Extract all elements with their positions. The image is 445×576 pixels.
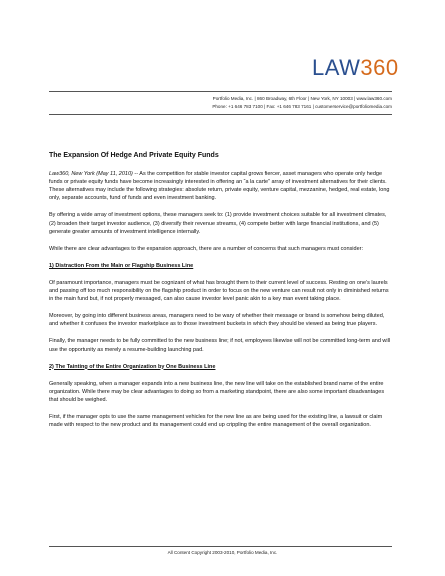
header-rule-bottom (49, 114, 392, 115)
article-title: The Expansion Of Hedge And Private Equity Funds (49, 152, 219, 159)
logo-prefix: LAW (312, 55, 361, 80)
footer-rule (49, 546, 392, 547)
section-heading-2: 2) The Tainting of the Entire Organization by One Business Line (49, 363, 216, 370)
publisher-address: Portfolio Media, Inc. | 860 Broadway, 6th Floor | New York, NY 10003 | www.law360.com (212, 96, 392, 101)
paragraph-6: Finally, the manager needs to be fully committed to the new business line; if not, employees likewise will not be committed long-term and will use the opportunity as merely a resume-building launching pad. (49, 338, 391, 353)
publisher-phone: Phone: +1 646 783 7100 | Fax: +1 646 783 7161 | customerservice@portfoliomedia.com (212, 104, 392, 109)
section-heading-1: 1) Distraction From the Main or Flagship Business Line (49, 262, 194, 269)
logo-suffix: 360 (360, 55, 399, 80)
law360-logo (312, 55, 399, 81)
paragraph-2: By offering a wide array of investment options, these managers seek to: (1) provide investment choices suitable for all investment climates, (2) broaden their target investor audience, (3) diversify their revenue streams, (4) compete better with large financial institutions, and (5) generate greater amounts of investment intelligence internally. (49, 212, 387, 235)
article-body (49, 152, 392, 438)
header-rule-top (49, 91, 392, 92)
dateline: Law360, New York (May 11, 2010) (49, 171, 133, 178)
paragraph-7: Generally speaking, when a manager expands into a new business line, the new line will take on the established brand name of the entire organization. While there may be clear advantages to doing so from a marketing standpoint, there are also some important disadvantages that should be weighed. (49, 380, 385, 403)
paragraph-4: Of paramount importance, managers must be cognizant of what has brought them to their current level of success. Resting on one’s laurels and passing off too much responsibility on the flagship product in order to focus on the new venture can result not only in diminished returns in the main fund but, if not properly messaged, can also cause investor level panic akin to a key man event taking place. (49, 279, 389, 303)
paragraph-5: Moreover, by going into different business areas, managers need to be wary of whether their message or brand is somehow being diluted, and whether it confuses the investor marketplace as to those investment buckets in which they should be viewed as being true players. (49, 313, 385, 328)
paragraph-intro (49, 170, 392, 202)
paragraph-8: First, if the manager opts to use the same management vehicles for the new line as are being used for the existing line, a lawsuit or claim made with respect to the new product and its management could end up crippling the entire management of the overall organization. (49, 413, 383, 429)
paragraph-3: While there are clear advantages to the expansion approach, there are a number of concerns that such managers must consider: (49, 245, 363, 252)
publisher-contact (212, 95, 392, 111)
intro-text: -- As the competition for stable investor capital grows fiercer, asset managers who operate only hedge funds or private equity funds have become increasingly interested in offering an “a la carte” array of investment alternatives for their clients. These alternatives may include the following strategies: absolute return, private equity, venture capital, mezzanine, hedged, real estate, long only, separate accounts, fund of funds and even investment banking. (49, 171, 390, 202)
copyright-footer: All Content Copyright 2003-2010, Portfolio Media, Inc. (167, 550, 278, 555)
